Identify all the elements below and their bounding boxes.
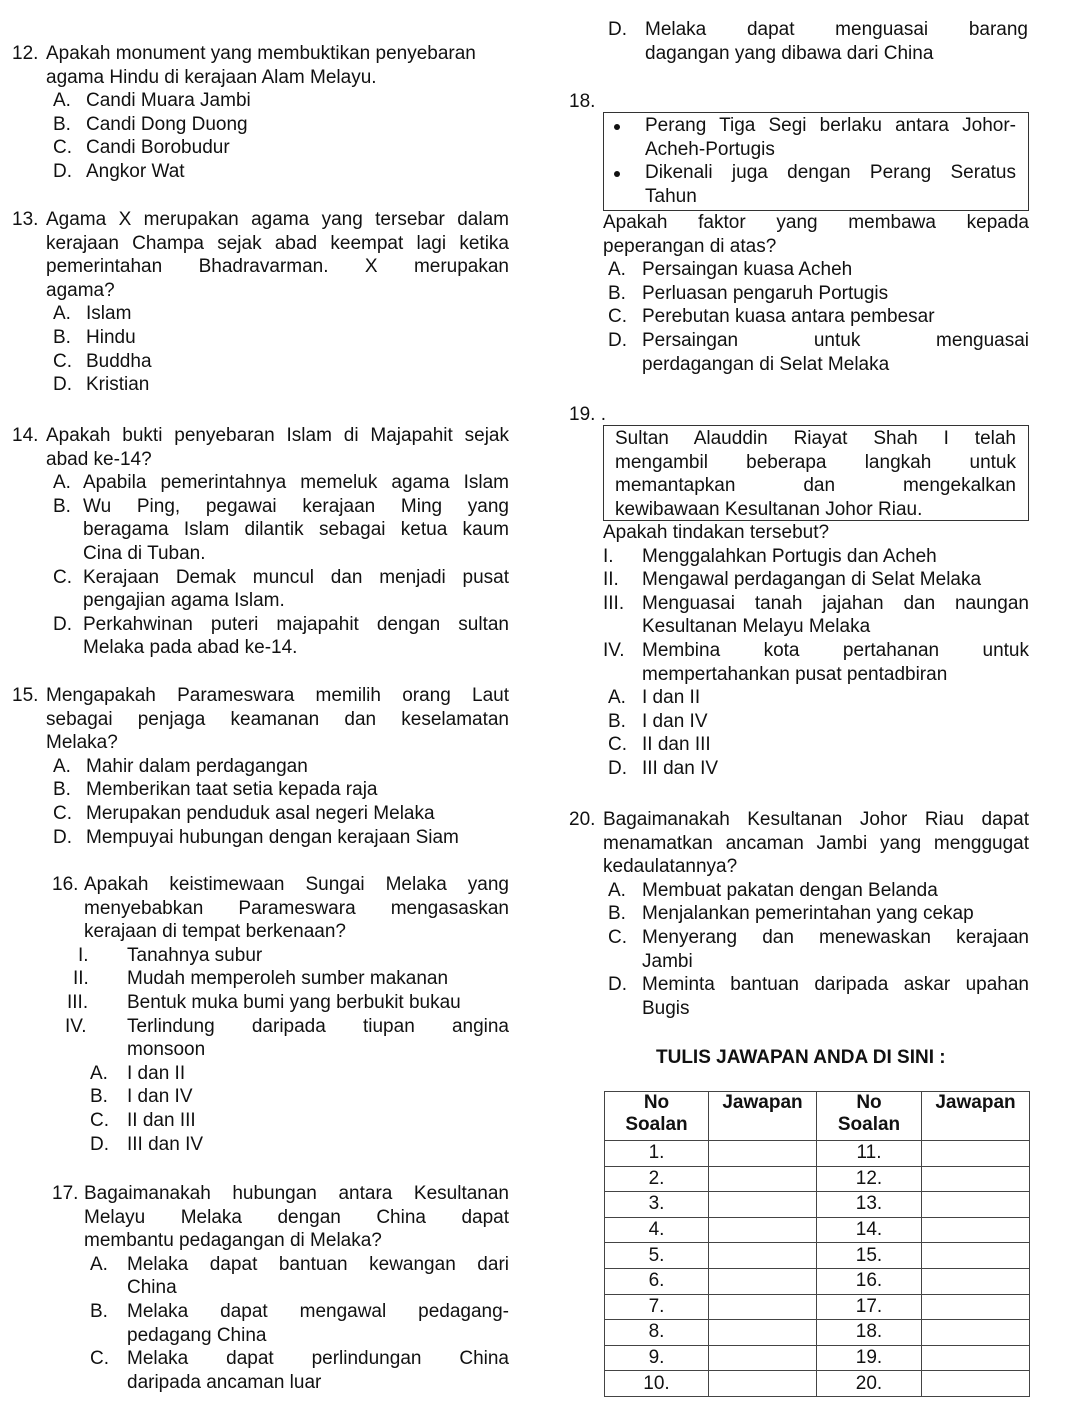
statement-iii: III. Menguasai tanah jajahan dan naungan Kesultanan Melayu Melaka <box>603 592 1029 638</box>
question-number-cell: 9. <box>605 1345 709 1371</box>
answer-cell[interactable] <box>709 1268 817 1294</box>
option-b[interactable]: B. Memberikan taat setia kepada raja <box>53 779 378 801</box>
table-row <box>605 1371 1030 1397</box>
option-d[interactable]: D. Persaingan untuk menguasai perdagangan di Selat Melaka <box>608 329 1029 375</box>
option-c[interactable]: C. Buddha <box>53 350 152 372</box>
answer-cell[interactable] <box>922 1345 1030 1371</box>
option-a[interactable]: A. I dan II <box>90 1062 186 1084</box>
option-d[interactable]: D. Meminta bantuan daripada askar upahan Bugis <box>608 974 1029 1019</box>
option-b[interactable]: B. Menjalankan pemerintahan yang cekap <box>608 903 974 925</box>
question-number-cell: 8. <box>605 1320 709 1346</box>
option-a[interactable]: A. Candi Muara Jambi <box>53 90 251 112</box>
question-text-line: membantu pedagangan di Melaka? <box>84 1230 382 1252</box>
option-c[interactable]: C. Melaka dapat perlindungan China daripada ancaman luar <box>90 1348 509 1393</box>
question-number: 16. <box>52 874 79 895</box>
statement-iii: III. Bentuk muka bumi yang berbukit bukau <box>67 991 461 1013</box>
question-17-option-d[interactable]: D. Melaka dapat menguasai barang dagangan yang dibawa dari China <box>608 19 1028 64</box>
statement-ii: II. Mudah memperoleh sumber makanan <box>73 968 449 990</box>
question-16 <box>52 873 509 1156</box>
question-text-line: Apakah bukti penyebaran Islam di Majapahit sejak <box>46 425 509 446</box>
table-row <box>605 1243 1030 1269</box>
header-no-soalan: No Soalan <box>605 1092 709 1141</box>
answer-cell[interactable] <box>709 1294 817 1320</box>
table-row <box>605 1166 1030 1192</box>
option-d[interactable]: D. Perkahwinan puteri majapahit dengan sultan Melaka pada abad ke-14. <box>53 613 509 659</box>
question-text-line: kerajaan di tempat berkenaan? <box>84 921 346 943</box>
answer-cell[interactable] <box>709 1141 817 1167</box>
header-jawapan: Jawapan <box>709 1092 817 1141</box>
statement-iv: IV. Terlindung daripada tiupan angina monsoon <box>65 1015 509 1061</box>
bullet-item: Dikenali juga dengan Perang Seratus Tahun <box>604 161 1016 208</box>
statement-iv: IV. Membina kota pertahanan untuk mempertahankan pusat pentadbiran <box>603 639 1029 685</box>
table-row <box>605 1320 1030 1346</box>
statement-ii: II. Mengawal perdagangan di Selat Melaka <box>603 569 982 591</box>
info-box <box>603 112 1029 211</box>
question-number-cell: 19. <box>817 1345 922 1371</box>
question-text-line: agama? <box>46 279 115 301</box>
answer-cell[interactable] <box>709 1320 817 1346</box>
question-number-cell: 17. <box>817 1294 922 1320</box>
question-number-cell: 5. <box>605 1243 709 1269</box>
question-13 <box>12 208 509 397</box>
question-text-line: peperangan di atas? <box>603 235 777 257</box>
question-text-line: Bagaimanakah hubungan antara Kesultanan <box>84 1183 509 1204</box>
question-number: 18. <box>569 91 596 112</box>
option-a[interactable]: A. Melaka dapat bantuan kewangan dari China <box>90 1253 509 1299</box>
option-a[interactable]: A. Persaingan kuasa Acheh <box>608 259 853 281</box>
statement-i: I. Tanahnya subur <box>78 944 263 966</box>
option-c[interactable]: C. Menyerang dan menewaskan kerajaan Jambi <box>608 926 1029 972</box>
option-b[interactable]: B. I dan IV <box>608 710 708 732</box>
option-c[interactable]: C. II dan III <box>608 734 711 756</box>
question-text-line: kerajaan Champa sejak abad keempat lagi ketika <box>46 232 509 254</box>
answer-cell[interactable] <box>922 1192 1030 1218</box>
question-number: 17. <box>52 1183 79 1204</box>
question-15 <box>12 684 509 849</box>
option-b[interactable]: B. Candi Dong Duong <box>53 113 248 135</box>
answer-cell[interactable] <box>709 1192 817 1218</box>
question-14 <box>12 424 509 660</box>
question-text-line: sebagai penjaga keamanan dan keselamatan <box>46 708 509 730</box>
option-d[interactable]: D. Angkor Wat <box>53 160 185 182</box>
answer-cell[interactable] <box>709 1345 817 1371</box>
question-text-line: Apakah faktor yang membawa kepada <box>603 212 1029 233</box>
answer-cell[interactable] <box>922 1217 1030 1243</box>
question-text-line: Apakah keistimewaan Sungai Melaka yang <box>84 874 509 895</box>
option-c[interactable]: C. Perebutan kuasa antara pembesar <box>608 306 935 328</box>
option-d[interactable]: D. III dan IV <box>608 757 719 779</box>
answer-cell[interactable] <box>709 1371 817 1397</box>
option-c[interactable]: C. Merupakan penduduk asal negeri Melaka <box>53 802 435 824</box>
option-a[interactable]: A. Apabila pemerintahnya memeluk agama Islam <box>53 472 509 494</box>
question-number: 19. . <box>569 404 606 425</box>
table-row <box>605 1141 1030 1167</box>
question-number-cell: 18. <box>817 1320 922 1346</box>
question-number-cell: 13. <box>817 1192 922 1218</box>
question-number: 15. <box>12 685 39 706</box>
question-number-cell: 16. <box>817 1268 922 1294</box>
question-number-cell: 1. <box>605 1141 709 1167</box>
option-b[interactable]: B. I dan IV <box>90 1086 193 1108</box>
question-text-line: Apakah monument yang membuktikan penyebaran <box>46 43 476 64</box>
question-text-line: abad ke-14? <box>46 448 152 470</box>
question-number-cell: 15. <box>817 1243 922 1269</box>
option-b[interactable]: B. Melaka dapat mengawal pedagang- pedagang China <box>90 1300 509 1346</box>
question-number: 14. <box>12 425 39 446</box>
option-d[interactable]: D. Mempuyai hubungan dengan kerajaan Siam <box>53 826 459 848</box>
answer-cell[interactable] <box>709 1217 817 1243</box>
answer-cell[interactable] <box>922 1268 1030 1294</box>
answer-cell[interactable] <box>709 1166 817 1192</box>
question-text-line: Agama X merupakan agama yang tersebar dalam <box>46 209 509 230</box>
table-header-row <box>605 1092 1030 1141</box>
question-text-line: kedaulatannya? <box>603 856 738 878</box>
question-17 <box>52 1182 509 1394</box>
question-text-line: menyebabkan Parameswara mengasaskan <box>84 897 509 919</box>
option-a[interactable]: A. Membuat pakatan dengan Belanda <box>608 879 938 901</box>
answer-cell[interactable] <box>922 1243 1030 1269</box>
option-d[interactable]: D. III dan IV <box>90 1133 204 1155</box>
question-number: 12. <box>12 43 39 64</box>
question-number-cell: 4. <box>605 1217 709 1243</box>
answer-cell[interactable] <box>922 1141 1030 1167</box>
question-text-line: Mengapakah Parameswara memilih orang Laut <box>46 685 509 706</box>
option-label: D. <box>608 19 627 40</box>
answer-heading: TULIS JAWAPAN ANDA DI SINI : <box>656 1047 946 1068</box>
option-c[interactable]: C. II dan III <box>90 1109 196 1131</box>
answer-cell[interactable] <box>922 1371 1030 1397</box>
option-a[interactable]: A. Islam <box>53 303 132 325</box>
question-number-cell: 10. <box>605 1371 709 1397</box>
answer-cell[interactable] <box>922 1294 1030 1320</box>
question-number-cell: 6. <box>605 1268 709 1294</box>
statement-i: I. Menggalahkan Portugis dan Acheh <box>603 545 937 567</box>
option-c[interactable]: C. Kerajaan Demak muncul dan menjadi pusat pengajian agama Islam. <box>53 566 509 612</box>
question-number-cell: 12. <box>817 1166 922 1192</box>
answer-cell[interactable] <box>922 1166 1030 1192</box>
bullet-icon <box>614 124 620 130</box>
question-text-line: pemerintahan Bhadravarman. X merupakan <box>46 256 509 278</box>
answer-cell[interactable] <box>709 1243 817 1269</box>
question-number-cell: 20. <box>817 1371 922 1397</box>
question-number: 13. <box>12 209 39 230</box>
question-text-line: Melaka? <box>46 732 118 754</box>
question-20 <box>569 808 1029 1020</box>
option-b[interactable]: B. Wu Ping, pegawai kerajaan Ming yang beragama Islam dilantik sebagai ketua kaum Cina di Tuban. <box>53 495 509 564</box>
question-text: Apakah tindakan tersebut? <box>603 522 830 543</box>
question-number-cell: 3. <box>605 1192 709 1218</box>
table-row <box>605 1268 1030 1294</box>
question-number-cell: 2. <box>605 1166 709 1192</box>
table-row <box>605 1192 1030 1218</box>
table-row <box>605 1217 1030 1243</box>
question-12 <box>12 42 509 184</box>
answer-table <box>604 1091 1030 1397</box>
option-d[interactable]: D. Kristian <box>53 374 150 396</box>
option-a[interactable]: A. I dan II <box>608 687 701 709</box>
header-jawapan: Jawapan <box>922 1092 1030 1141</box>
question-number-cell: 14. <box>817 1217 922 1243</box>
option-b[interactable]: B. Hindu <box>53 326 136 348</box>
answer-cell[interactable] <box>922 1320 1030 1346</box>
table-row <box>605 1294 1030 1320</box>
question-text-line: menamatkan ancaman Jambi yang menggugat <box>603 832 1029 854</box>
question-number: 20. <box>569 809 596 830</box>
info-box: Sultan Alauddin Riayat Shah I telah mengambil beberapa langkah untuk memantapkan dan mengekalkan kewibawaan Kesultanan Johor Riau. <box>603 425 1029 521</box>
table-row <box>605 1345 1030 1371</box>
bullet-item: Perang Tiga Segi berlaku antara Johor- Acheh-Portugis <box>604 114 1016 161</box>
header-no-soalan: No Soalan <box>817 1092 922 1141</box>
question-text-line: Melayu Melaka dengan China dapat <box>84 1206 509 1228</box>
question-text-line: agama Hindu di kerajaan Alam Melayu. <box>46 66 377 88</box>
option-a[interactable]: A. Mahir dalam perdagangan <box>53 755 308 777</box>
question-text-line: Bagaimanakah Kesultanan Johor Riau dapat <box>603 809 1029 830</box>
question-number-cell: 7. <box>605 1294 709 1320</box>
option-b[interactable]: B. Perluasan pengaruh Portugis <box>608 282 889 304</box>
option-c[interactable]: C. Candi Borobudur <box>53 137 230 159</box>
question-number-cell: 11. <box>817 1141 922 1167</box>
